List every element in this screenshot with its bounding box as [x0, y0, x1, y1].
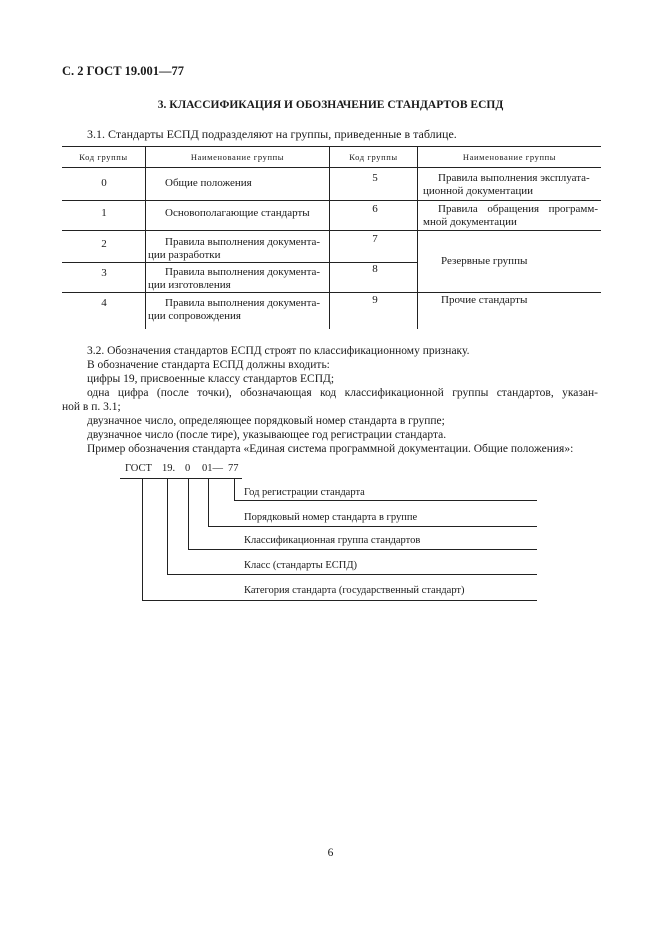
paragraph: 3.2. Обозначения стандартов ЕСПД строят по классификационному признаку.: [87, 345, 470, 357]
left-row-code: 2: [101, 238, 107, 250]
intro-paragraph: 3.1. Стандарты ЕСПД подразделяют на группы, приведенные в таблице.: [87, 127, 457, 141]
paragraph: двузначное число, определяющее порядковый номер стандарта в группе;: [87, 415, 445, 427]
left-row-name: Правила выполнения документа-: [165, 236, 321, 248]
right-row-name: Резервные группы: [441, 255, 528, 267]
label-year: Год регистрации стандарта: [244, 487, 365, 498]
left-row-code: 4: [101, 297, 107, 309]
code-year: 77: [228, 463, 239, 474]
right-row-name-cont: ционной документации: [423, 185, 534, 197]
header-name-right: Наименование группы: [462, 152, 557, 162]
code-group: 0: [185, 463, 191, 474]
right-row-name: Прочие стандарты: [441, 294, 528, 306]
header-name-left: Наименование группы: [190, 152, 285, 162]
left-row-name-cont: ции разработки: [148, 249, 221, 261]
paragraph: одна цифра (после точки), обозначающая код классификационной группы стандартов, указан-: [87, 387, 598, 399]
page-header: С. 2 ГОСТ 19.001—77: [62, 64, 185, 78]
label-number: Порядковый номер стандарта в группе: [244, 512, 418, 523]
left-row-code: 1: [101, 207, 107, 219]
code-class: 19.: [162, 463, 176, 474]
right-row-code: 9: [372, 294, 378, 306]
paragraph: В обозначение стандарта ЕСПД должны входить:: [87, 359, 330, 371]
header-code-left: Код группы: [79, 152, 128, 162]
right-row-code: 8: [372, 263, 378, 275]
label-category: Категория стандарта (государственный стандарт): [244, 585, 465, 596]
code-gost: ГОСТ: [125, 463, 152, 474]
right-row-code: 5: [372, 172, 378, 184]
right-row-code: 6: [372, 203, 378, 215]
left-row-name-cont: ции изготовления: [148, 279, 231, 291]
left-row-name: Правила выполнения документа-: [165, 266, 321, 278]
paragraph: двузначное число (после тире), указывающее год регистрации стандарта.: [87, 429, 447, 441]
left-row-name-cont: ции сопровождения: [148, 310, 241, 322]
code-number: 01—: [202, 463, 223, 474]
left-row-name: Правила выполнения документа-: [165, 297, 321, 309]
header-code-right: Код группы: [349, 152, 398, 162]
right-row-name-cont: мной документации: [423, 216, 517, 228]
right-row-name: Правила выполнения эксплуата-: [438, 172, 590, 184]
label-class: Класс (стандарты ЕСПД): [244, 560, 358, 571]
left-row-code: 0: [101, 177, 107, 189]
paragraph: цифры 19, присвоенные классу стандартов ЕСПД;: [87, 373, 335, 385]
right-row-name: Правила обращения программ-: [438, 203, 598, 215]
paragraph: Пример обозначения стандарта «Единая система программной документации. Общие положения»:: [87, 443, 574, 455]
section-title: 3. КЛАССИФИКАЦИЯ И ОБОЗНАЧЕНИЕ СТАНДАРТОВ ЕСПД: [157, 99, 504, 111]
right-row-code: 7: [372, 233, 378, 245]
left-row-name: Общие положения: [165, 177, 252, 189]
paragraph: ной в п. 3.1;: [62, 401, 121, 413]
left-row-code: 3: [101, 267, 107, 279]
label-group: Классификационная группа стандартов: [244, 535, 421, 546]
left-row-name: Основополагающие стандарты: [165, 207, 310, 219]
page-number: 6: [327, 847, 334, 859]
